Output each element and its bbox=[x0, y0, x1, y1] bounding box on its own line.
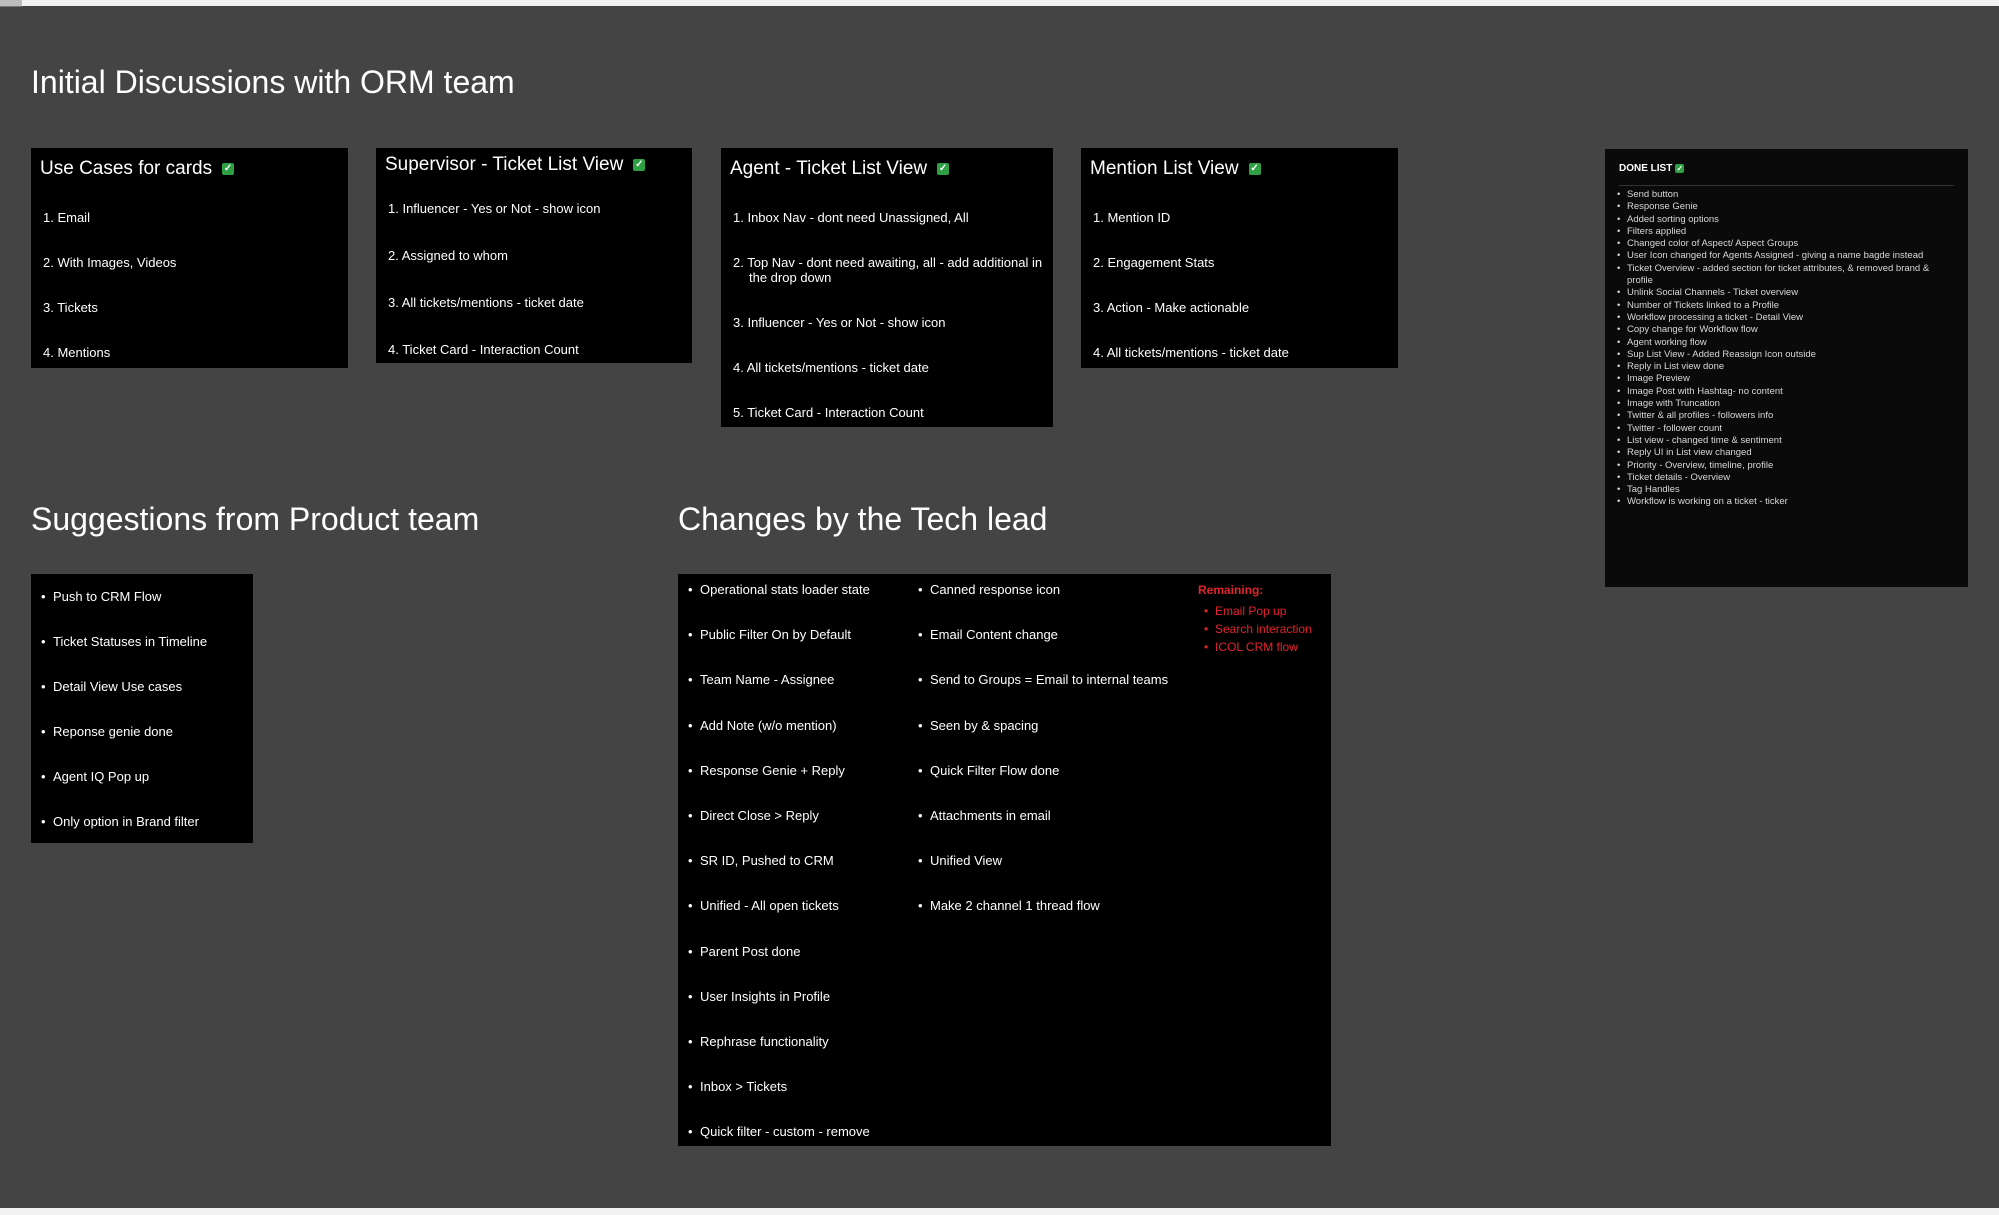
list-item: 2. Assigned to whom bbox=[388, 248, 508, 263]
list-item: • Response Genie bbox=[1617, 201, 1952, 213]
list-item: • Send to Groups = Email to internal teams bbox=[918, 672, 1168, 687]
card-title: Supervisor - Ticket List View bbox=[385, 154, 624, 175]
list-item: • Reply in List view done bbox=[1617, 361, 1952, 373]
agent-card[interactable] bbox=[721, 148, 1053, 427]
list-item: • Image Post with Hashtag- no content bbox=[1617, 386, 1952, 398]
list-item: 4. All tickets/mentions - ticket date bbox=[1093, 345, 1289, 360]
list-item: • Seen by & spacing bbox=[918, 718, 1038, 733]
done-list bbox=[1617, 189, 1952, 509]
remaining-title: Remaining: bbox=[1198, 583, 1264, 597]
product-suggestions-card[interactable] bbox=[31, 574, 253, 843]
card-title: Use Cases for cards bbox=[40, 158, 213, 179]
list-item: • Response Genie + Reply bbox=[688, 763, 845, 778]
list-item: • Only option in Brand filter bbox=[41, 814, 199, 829]
list-item: • Push to CRM Flow bbox=[41, 589, 161, 604]
list-item: • Ticket details - Overview bbox=[1617, 472, 1952, 484]
section-title-product: Suggestions from Product team bbox=[31, 501, 480, 537]
list-item: 3. Influencer - Yes or Not - show icon bbox=[733, 315, 946, 330]
list-item: • Rephrase functionality bbox=[688, 1034, 829, 1049]
list-item: • Team Name - Assignee bbox=[688, 672, 834, 687]
done-list-title: DONE LIST bbox=[1619, 163, 1673, 174]
list-item: 4. Mentions bbox=[43, 345, 111, 360]
top-bar bbox=[0, 0, 1999, 6]
list-item: • Attachments in email bbox=[918, 808, 1051, 823]
list-item: • Reply UI in List view changed bbox=[1617, 447, 1952, 459]
list-item: • Quick filter - custom - remove bbox=[688, 1124, 870, 1139]
list-item: 4. Ticket Card - Interaction Count bbox=[388, 342, 579, 357]
card-title: Agent - Ticket List View bbox=[730, 158, 928, 179]
list-item: • Direct Close > Reply bbox=[688, 808, 819, 823]
list-item: • Image with Truncation bbox=[1617, 398, 1952, 410]
list-item: • Quick Filter Flow done bbox=[918, 763, 1059, 778]
check-mark-icon: ✓ bbox=[938, 163, 948, 174]
list-item: 2. Top Nav - dont need awaiting, all - add additional in the drop down bbox=[733, 255, 1043, 285]
list-item: 1. Email bbox=[43, 210, 90, 225]
list-item: • Search interaction bbox=[1204, 620, 1312, 638]
list-item: • Unified View bbox=[918, 853, 1002, 868]
list-item: • Ticket Overview - added section for ticket attributes, & removed brand & profile bbox=[1617, 263, 1952, 288]
list-item: • Reponse genie done bbox=[41, 724, 173, 739]
list-item: • User Icon changed for Agents Assigned - giving a name bagde instead bbox=[1617, 250, 1952, 262]
list-item: • Unlink Social Channels - Ticket overview bbox=[1617, 287, 1952, 299]
list-item: • Added sorting options bbox=[1617, 214, 1952, 226]
list-item: • Add Note (w/o mention) bbox=[688, 718, 837, 733]
check-mark-icon: ✓ bbox=[223, 163, 233, 174]
list-item: • Number of Tickets linked to a Profile bbox=[1617, 300, 1952, 312]
list-item: • Sup List View - Added Reassign Icon outside bbox=[1617, 349, 1952, 361]
list-item: • Filters applied bbox=[1617, 226, 1952, 238]
list-item: • Workflow is working on a ticket - ticker bbox=[1617, 496, 1952, 508]
list-item: • Email Pop up bbox=[1204, 602, 1312, 620]
remaining-list bbox=[1204, 602, 1312, 656]
supervisor-card[interactable] bbox=[376, 148, 692, 363]
list-item: • Send button bbox=[1617, 189, 1952, 201]
check-mark-icon: ✓ bbox=[635, 159, 644, 170]
list-item: • Inbox > Tickets bbox=[688, 1079, 787, 1094]
mention-card[interactable] bbox=[1081, 148, 1398, 368]
list-item: 1. Influencer - Yes or Not - show icon bbox=[388, 201, 601, 216]
list-item: • Email Content change bbox=[918, 627, 1058, 642]
list-item: • Parent Post done bbox=[688, 944, 800, 959]
list-item: 3. Tickets bbox=[43, 300, 98, 315]
list-item: • Agent working flow bbox=[1617, 337, 1952, 349]
list-item: 2. With Images, Videos bbox=[43, 255, 177, 270]
list-item: • Tag Handles bbox=[1617, 484, 1952, 496]
list-item: • ICOL CRM flow bbox=[1204, 638, 1312, 656]
list-item: • Canned response icon bbox=[918, 582, 1060, 597]
list-item: • SR ID, Pushed to CRM bbox=[688, 853, 834, 868]
list-item: • Agent IQ Pop up bbox=[41, 769, 149, 784]
divider bbox=[1619, 185, 1954, 186]
list-item: 1. Mention ID bbox=[1093, 210, 1171, 225]
list-item: • Workflow processing a ticket - Detail View bbox=[1617, 312, 1952, 324]
list-item: • Twitter - follower count bbox=[1617, 423, 1952, 435]
list-item: 1. Inbox Nav - dont need Unassigned, All bbox=[733, 210, 969, 225]
list-item: • Copy change for Workflow flow bbox=[1617, 324, 1952, 336]
list-item: • List view - changed time & sentiment bbox=[1617, 435, 1952, 447]
bottom-bar bbox=[0, 1208, 1999, 1215]
tech-changes-card[interactable] bbox=[678, 574, 1331, 1146]
list-item: • Detail View Use cases bbox=[41, 679, 182, 694]
list-item: 2. Engagement Stats bbox=[1093, 255, 1215, 270]
list-item: • Make 2 channel 1 thread flow bbox=[918, 898, 1100, 913]
list-item: 5. Ticket Card - Interaction Count bbox=[733, 405, 924, 420]
card-title: Mention List View bbox=[1090, 158, 1239, 179]
use-cases-card[interactable] bbox=[31, 148, 348, 368]
list-item: • Priority - Overview, timeline, profile bbox=[1617, 460, 1952, 472]
list-item: • User Insights in Profile bbox=[688, 989, 830, 1004]
check-mark-icon: ✓ bbox=[1676, 164, 1684, 173]
check-mark-icon: ✓ bbox=[1250, 163, 1259, 174]
list-item: • Image Preview bbox=[1617, 373, 1952, 385]
list-item: • Public Filter On by Default bbox=[688, 627, 851, 642]
list-item: • Unified - All open tickets bbox=[688, 898, 839, 913]
list-item: • Ticket Statuses in Timeline bbox=[41, 634, 207, 649]
list-item: 3. All tickets/mentions - ticket date bbox=[388, 295, 584, 310]
section-title-orm: Initial Discussions with ORM team bbox=[31, 64, 515, 100]
section-title-tech: Changes by the Tech lead bbox=[678, 501, 1048, 537]
list-item: • Twitter & all profiles - followers info bbox=[1617, 410, 1952, 422]
done-list-card[interactable] bbox=[1605, 149, 1968, 587]
list-item: 4. All tickets/mentions - ticket date bbox=[733, 360, 929, 375]
corner-handle[interactable] bbox=[0, 0, 22, 7]
list-item: 3. Action - Make actionable bbox=[1093, 300, 1250, 315]
list-item: • Operational stats loader state bbox=[688, 582, 870, 597]
list-item: • Changed color of Aspect/ Aspect Groups bbox=[1617, 238, 1952, 250]
